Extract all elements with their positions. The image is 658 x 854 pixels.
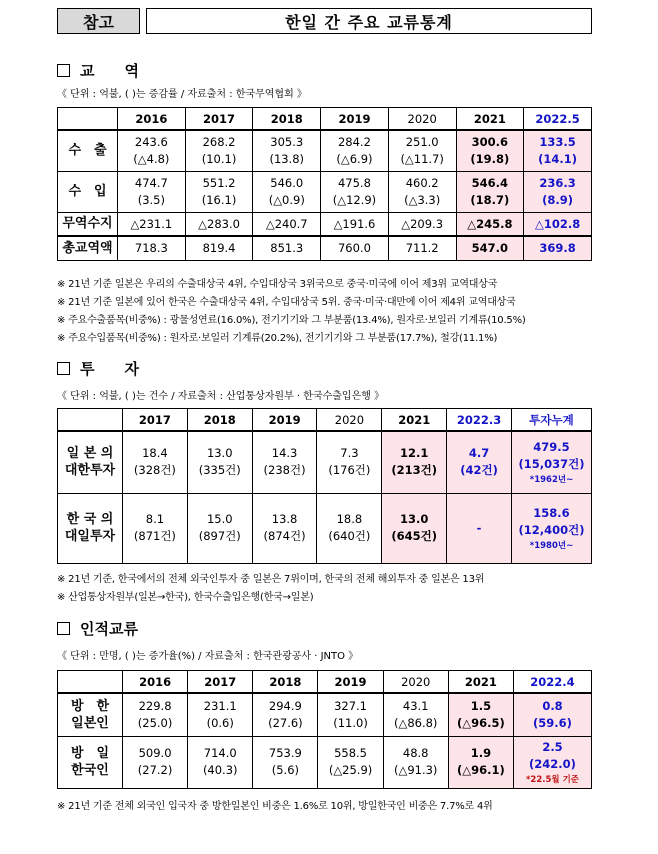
people-table	[57, 670, 592, 789]
table-row: 방 한 일본인 229.8 (25.0) 231.1 (0.6) 294.9 (27.6) 327.1 (11.0) 43.1 (△86.8) 1.5 (△96.5) 0.8 (59.6)	[58, 693, 592, 736]
trade-table	[57, 107, 592, 261]
trade-note: ※ 주요수출품목(비중%) : 광물성연료(16.0%), 전기기기와 그 부분품(13.4%), 원자로·보일러 기계류(10.5%)	[57, 315, 526, 326]
invest-section-title: 투 자	[57, 358, 139, 379]
table-row: 총교역액 718.3 819.4 851.3 760.0 711.2 547.0 369.8	[58, 236, 592, 260]
table-row: 무역수지 △231.1 △283.0 △240.7 △191.6 △209.3 △245.8 △102.8	[58, 212, 592, 236]
trade-note: ※ 주요수입품목(비중%) : 원자로·보일러 기계류(20.2%), 전기기기와 그 부분품(17.7%), 철강(11.1%)	[57, 333, 498, 344]
table-header-row: 2017 2018 2019 2020 2021 2022.3 투자누계	[58, 409, 592, 432]
trade-meta: 《 단위 : 억불, ( )는 증감률 / 자료출처 : 한국무역협회 》	[57, 89, 307, 100]
table-header-row: 2016 2017 2018 2019 2020 2021 2022.4	[58, 671, 592, 694]
table-row: 방 일 한국인 509.0 (27.2) 714.0 (40.3) 753.9 (5.6) 558.5 (△25.9) 48.8 (△91.3) 1.9 (△96.1) 2.5 (242.0) *22.5월 기준	[58, 736, 592, 788]
table-row: 수 입 474.7 (3.5) 551.2 (16.1) 546.0 (△0.9) 475.8 (△12.9) 460.2 (△3.3) 546.4 (18.7) 236.3 (8.9)	[58, 171, 592, 212]
page-title: 한일 간 주요 교류통계	[146, 8, 592, 34]
people-meta: 《 단위 : 만명, ( )는 증가율(%) / 자료출처 : 한국관광공사 · JNTO 》	[57, 651, 359, 662]
checkbox-icon	[57, 622, 70, 635]
table-header-row: 2016 2017 2018 2019 2020 2021 2022.5	[58, 108, 592, 131]
table-row: 수 출 243.6 (△4.8) 268.2 (10.1) 305.3 (13.8) 284.2 (△6.9) 251.0 (△11.7) 300.6 (19.8) 133.5 (14.1)	[58, 130, 592, 171]
invest-note: ※ 산업통상자원부(일본→한국), 한국수출입은행(한국→일본)	[57, 592, 314, 603]
invest-note: ※ 21년 기준, 한국에서의 전체 외국인투자 중 일본은 7위이며, 한국의 전체 해외투자 중 일본은 13위	[57, 574, 485, 585]
invest-table	[57, 408, 592, 564]
table-row: 일 본 의 대한투자 18.4 (328건) 13.0 (335건) 14.3 (238건) 7.3 (176건) 12.1 (213건) 4.7 (42건) 479.5 (15,037건) *1962년~	[58, 431, 592, 493]
table-row: 한 국 의 대일투자 8.1 (871건) 15.0 (897건) 13.8 (874건) 18.8 (640건) 13.0 (645건) - 158.6 (12,400건) *1980년~	[58, 493, 592, 563]
checkbox-icon	[57, 362, 70, 375]
invest-meta: 《 단위 : 억불, ( )는 건수 / 자료출처 : 산업통상자원부 · 한국수출입은행 》	[57, 391, 385, 402]
people-note: ※ 21년 기준 전체 외국인 입국자 중 방한일본인 비중은 1.6%로 10위, 방일한국인 비중은 7.7%로 4위	[57, 801, 493, 812]
trade-section-title: 교 역	[57, 60, 139, 81]
checkbox-icon	[57, 64, 70, 77]
trade-note: ※ 21년 기준 일본에 있어 한국은 수출대상국 4위, 수입대상국 5위. 중국·미국·대만에 이어 제4위 교역대상국	[57, 297, 516, 308]
reference-tag: 참고	[57, 8, 140, 34]
people-section-title: 인적교류	[57, 618, 138, 639]
trade-note: ※ 21년 기준 일본은 우리의 수출대상국 4위, 수입대상국 3위국으로 중국·미국에 이어 제3위 교역대상국	[57, 279, 498, 290]
